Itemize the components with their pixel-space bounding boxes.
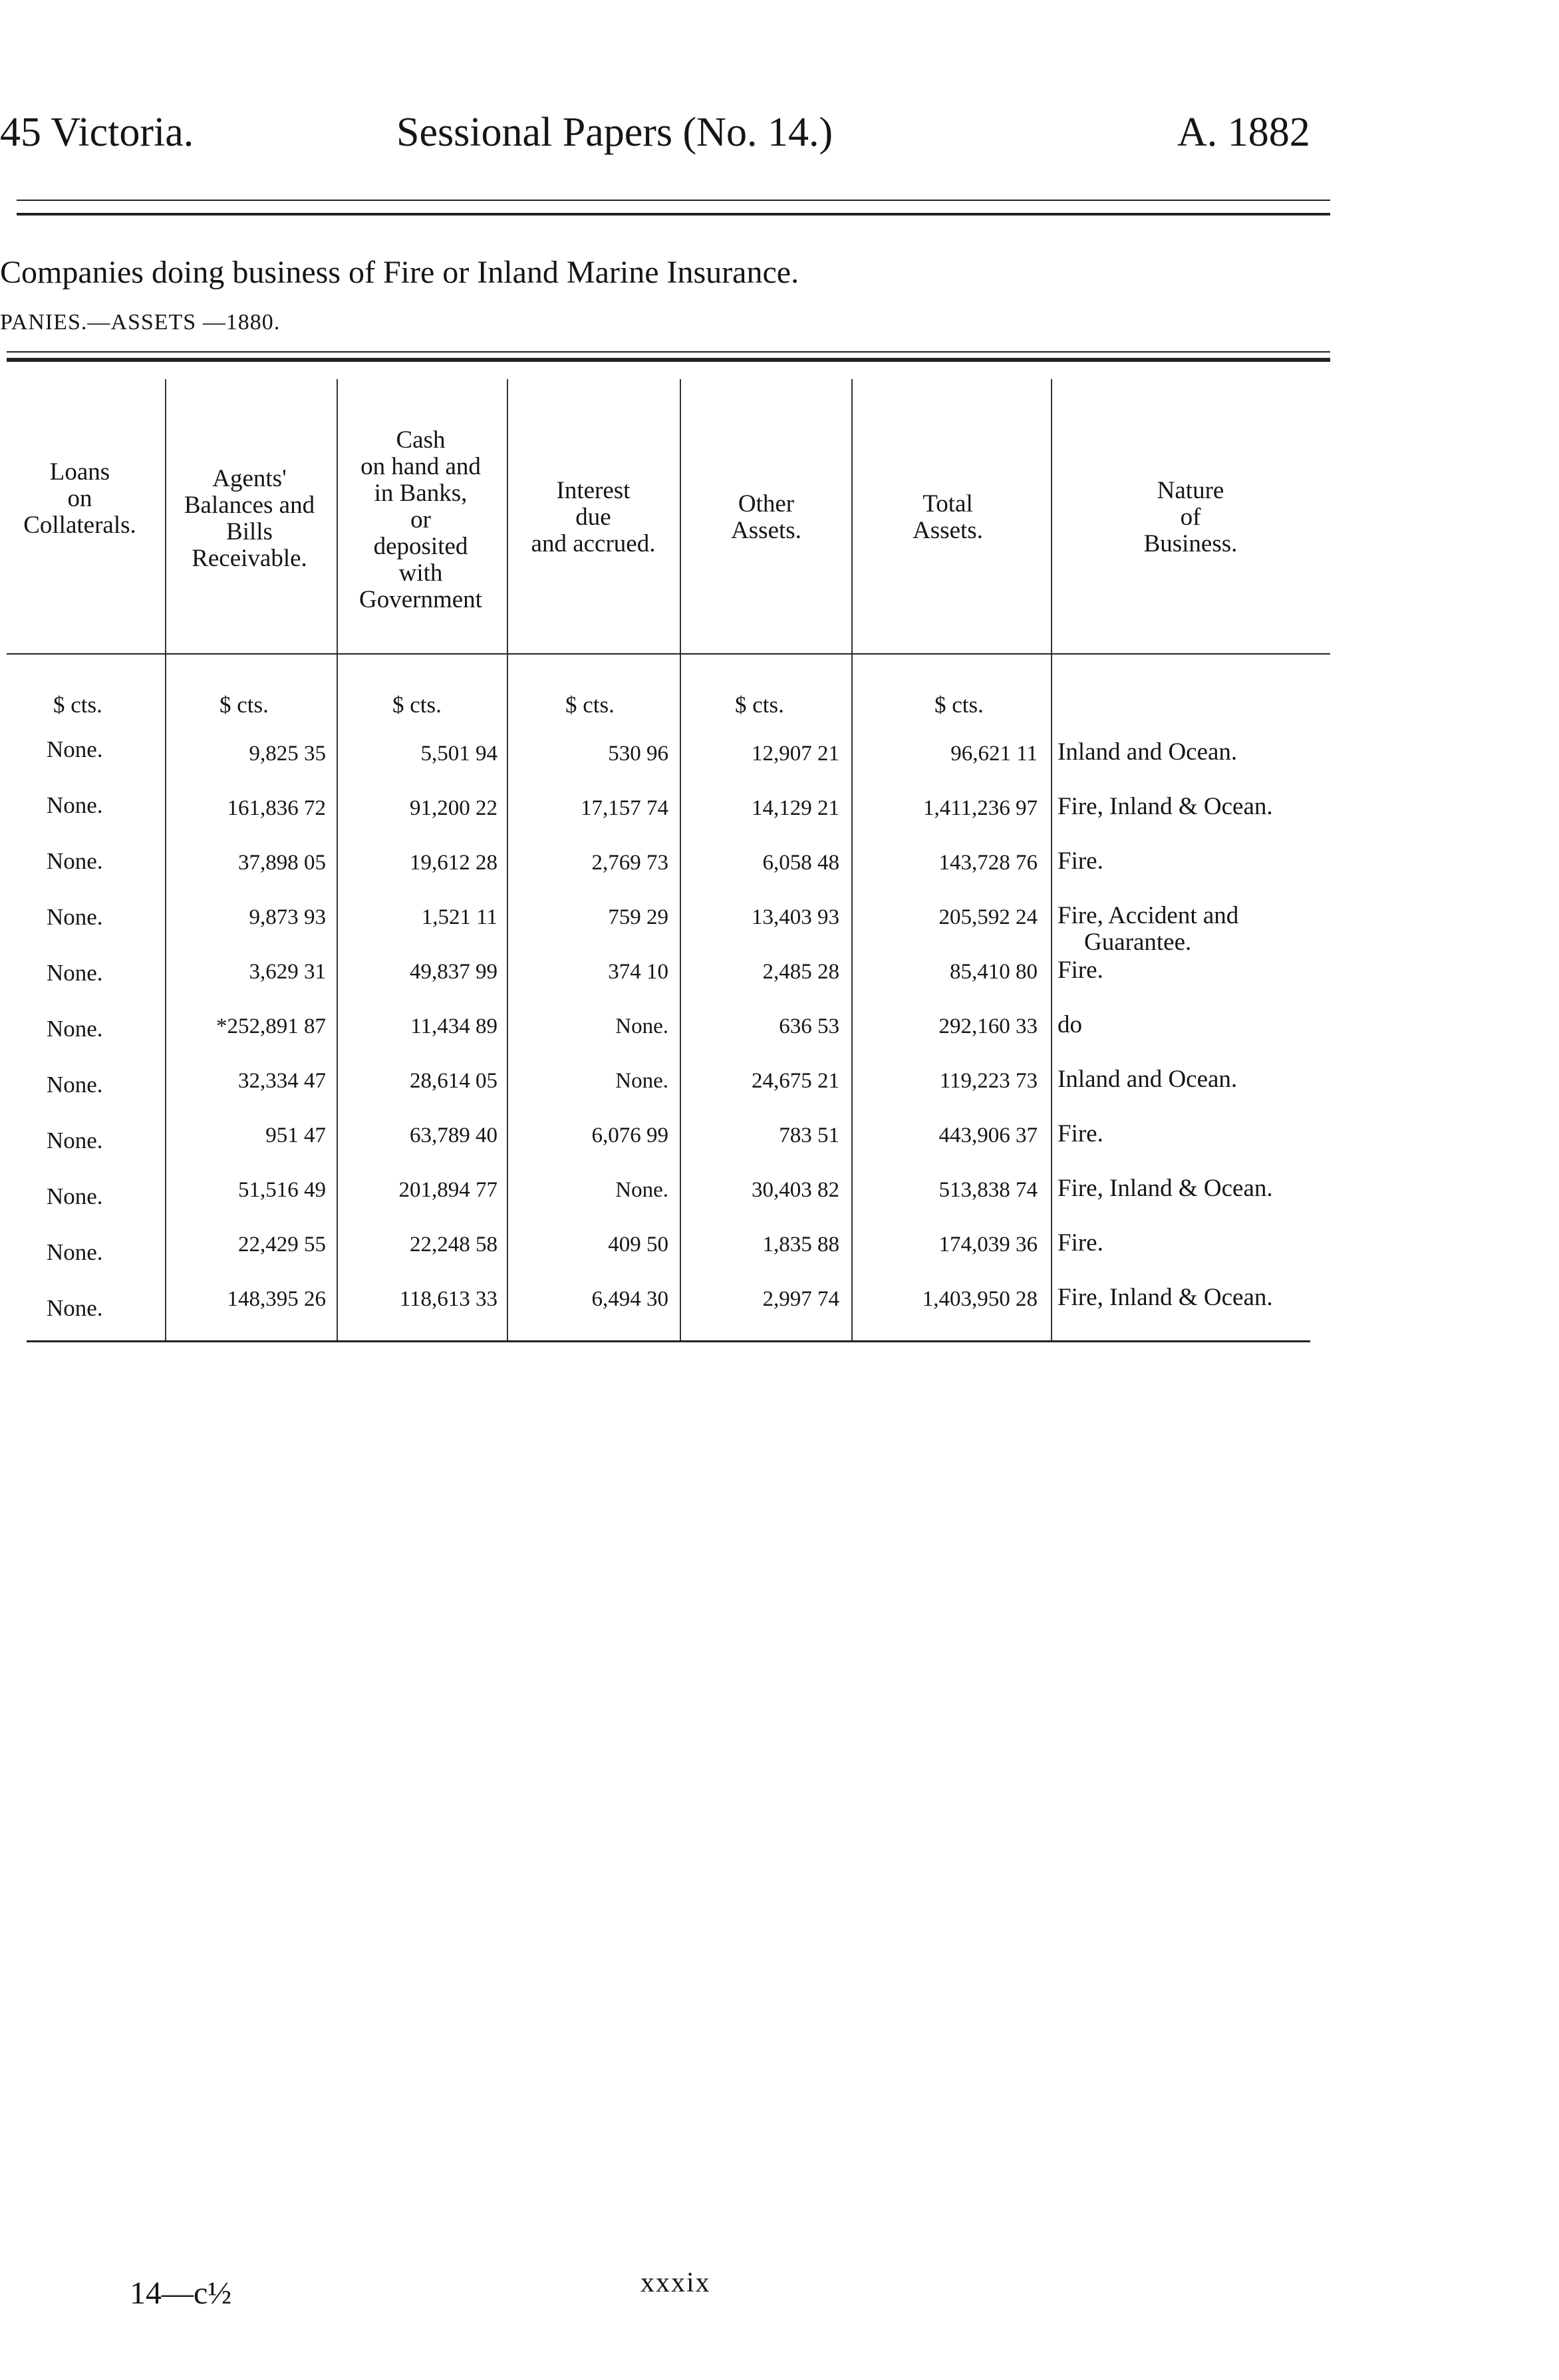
column-rule <box>851 379 853 1340</box>
cell-interest: 6,494 30 <box>591 1287 668 1311</box>
unit-interest: $ cts. <box>565 692 615 718</box>
cell-agents: *252,891 87 <box>216 1014 326 1038</box>
cell-other: 6,058 48 <box>762 851 839 875</box>
cell-loans: None. <box>47 848 103 874</box>
cell-agents: 37,898 05 <box>238 851 326 875</box>
column-rule <box>1051 379 1052 1340</box>
cell-interest: 530 96 <box>608 742 668 766</box>
cell-agents: 951 47 <box>265 1123 326 1147</box>
cell-agents: 22,429 55 <box>238 1233 326 1257</box>
cell-agents: 32,334 47 <box>238 1069 326 1093</box>
cell-other: 2,485 28 <box>762 960 839 984</box>
cell-loans: None. <box>47 1072 103 1098</box>
cell-nature: Fire. <box>1058 957 1103 984</box>
cell-nature: Inland and Ocean. <box>1058 1066 1238 1093</box>
cell-nature: Fire. <box>1058 1120 1103 1147</box>
cell-interest: 2,769 73 <box>591 851 668 875</box>
cell-other: 12,907 21 <box>752 742 839 766</box>
cell-cash: 28,614 05 <box>410 1069 497 1093</box>
unit-agents: $ cts. <box>219 692 269 718</box>
cell-cash: 118,613 33 <box>399 1287 497 1311</box>
cell-loans: None. <box>47 736 103 762</box>
cell-agents: 161,836 72 <box>227 796 326 820</box>
cell-total: 292,160 33 <box>938 1014 1038 1038</box>
cell-total: 205,592 24 <box>938 905 1038 929</box>
header-title: Sessional Papers (No. 14.) <box>396 110 833 155</box>
header-year: A. 1882 <box>1177 110 1310 155</box>
cell-loans: None. <box>47 792 103 818</box>
cell-interest: 409 50 <box>608 1233 668 1257</box>
cell-nature: Fire, Inland & Ocean. <box>1058 1284 1273 1311</box>
cell-loans: None. <box>47 1239 103 1265</box>
table-title: Companies doing business of Fire or Inland Marine Insurance. <box>0 255 799 290</box>
cell-cash: 1,521 11 <box>421 905 497 929</box>
cell-cash: 49,837 99 <box>410 960 497 984</box>
cell-nature: Fire, Inland & Ocean. <box>1058 793 1273 820</box>
cell-cash: 91,200 22 <box>410 796 497 820</box>
cell-loans: None. <box>47 1016 103 1042</box>
cell-total: 443,906 37 <box>938 1123 1038 1147</box>
cell-total: 513,838 74 <box>938 1178 1038 1202</box>
cell-cash: 5,501 94 <box>420 742 497 766</box>
cell-nature: Inland and Ocean. <box>1058 738 1238 766</box>
cell-cash: 201,894 77 <box>398 1178 497 1202</box>
cell-interest: None. <box>615 1069 668 1093</box>
cell-total: 1,403,950 28 <box>922 1287 1038 1311</box>
header-rule-top <box>17 200 1330 201</box>
cell-cash: 22,248 58 <box>410 1233 497 1257</box>
header-volume: 45 Victoria. <box>0 110 194 155</box>
col-header-loans: Loans on Collaterals. <box>23 458 136 539</box>
cell-interest: 17,157 74 <box>581 796 668 820</box>
cell-cash: 63,789 40 <box>410 1123 497 1147</box>
cell-nature: Fire, Accident and Guarantee. <box>1058 902 1239 956</box>
cell-agents: 51,516 49 <box>238 1178 326 1202</box>
table-top-rule-thin <box>7 351 1330 353</box>
cell-total: 96,621 11 <box>950 742 1038 766</box>
cell-other: 24,675 21 <box>752 1069 839 1093</box>
cell-loans: None. <box>47 1295 103 1321</box>
cell-total: 143,728 76 <box>938 851 1038 875</box>
unit-other: $ cts. <box>735 692 784 718</box>
cell-other: 1,835 88 <box>762 1233 839 1257</box>
cell-interest: 759 29 <box>608 905 668 929</box>
col-header-interest: Interest due and accrued. <box>531 477 656 557</box>
col-header-agents: Agents' Balances and Bills Receivable. <box>184 465 315 572</box>
cell-total: 119,223 73 <box>939 1069 1038 1093</box>
table-bottom-rule <box>27 1340 1310 1342</box>
cell-cash: 19,612 28 <box>410 851 497 875</box>
cell-interest: None. <box>615 1014 668 1038</box>
col-header-total: Total Assets. <box>913 490 983 544</box>
table-top-rule-thick <box>7 358 1330 362</box>
col-header-nature: Nature of Business. <box>1143 477 1238 557</box>
unit-total: $ cts. <box>934 692 984 718</box>
cell-other: 30,403 82 <box>752 1178 839 1202</box>
cell-other: 14,129 21 <box>752 796 839 820</box>
cell-other: 13,403 93 <box>752 905 839 929</box>
cell-interest: 6,076 99 <box>591 1123 668 1147</box>
unit-cash: $ cts. <box>392 692 442 718</box>
cell-other: 2,997 74 <box>762 1287 839 1311</box>
cell-agents: 9,825 35 <box>249 742 326 766</box>
unit-loans: $ cts. <box>53 692 102 718</box>
cell-nature: Fire. <box>1058 1229 1103 1257</box>
cell-loans: None. <box>47 960 103 986</box>
cell-other: 783 51 <box>779 1123 839 1147</box>
cell-nature: Fire, Inland & Ocean. <box>1058 1175 1273 1202</box>
cell-interest: None. <box>615 1178 668 1202</box>
header-rule-bottom <box>17 213 1330 216</box>
page-number: xxxix <box>640 2268 711 2298</box>
cell-loans: None. <box>47 904 103 930</box>
cell-nature: Fire. <box>1058 847 1103 875</box>
cell-total: 1,411,236 97 <box>922 796 1038 820</box>
cell-loans: None. <box>47 1127 103 1153</box>
cell-agents: 9,873 93 <box>249 905 326 929</box>
cell-total: 85,410 80 <box>950 960 1038 984</box>
cell-agents: 3,629 31 <box>249 960 326 984</box>
cell-total: 174,039 36 <box>938 1233 1038 1257</box>
footer-signature: 14—c½ <box>130 2276 232 2311</box>
cell-loans: None. <box>47 1183 103 1209</box>
col-header-cash: Cash on hand and in Banks, or deposited with Government <box>359 426 482 613</box>
col-header-other: Other Assets. <box>731 490 801 544</box>
cell-nature: do <box>1058 1011 1082 1038</box>
cell-agents: 148,395 26 <box>227 1287 326 1311</box>
table-subtitle: PANIES.—ASSETS —1880. <box>0 310 281 335</box>
cell-cash: 11,434 89 <box>410 1014 497 1038</box>
cell-other: 636 53 <box>779 1014 839 1038</box>
cell-interest: 374 10 <box>608 960 668 984</box>
header-body-rule <box>7 653 1330 655</box>
